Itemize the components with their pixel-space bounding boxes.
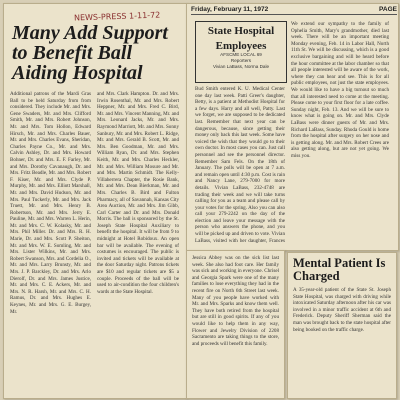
box-sub-reporters: Reporters (230, 58, 252, 63)
box-title-line-1: State Hospital (207, 25, 275, 37)
left-article-column-2: and Mrs. Clark Hampton. Dr. and Mrs. Irwin Rosenthal, Mr. and Mrs. Robert Heppner, Mr. and Mrs. Fred C. Bird, Mr. and Mrs. Vincent Manning, Mr. and Mrs. Leonard Jacks, Mr. and Mrs. Raymond Marriott, Mr. and Mrs. Sonny Sanbury, Mr. and Mrs. Robert L. Ridge, Mr. and Mrs. Gerald B. Scott, Mr. and Mrs. Ben Goodman, Mr. and Mrs. William Ryan, Dr. and Mrs. Stephen Keith, Mr. and Mrs. Charles Heckler, Mr. and Mrs. William Mosure and Mr. and Mrs. Martin Schmidt. The Kelly-Villaherrera Chapter, the Rosie Bank, Mr. and Mrs. Dean Bierkman, Mr. and Mrs. Charles B. Bird and Fulton Pharmacy, all of Savannah, Kansas City Area Auction, Mr. and Mrs. Jim Gibb, Carl Carter and Dr. and Mrs. Donald Morris. The ball is sponsored by the St. Joseph State Hospital Auxiliary to benefit the hospital. It will be from 9 to midnight at Hotel Robidoux. An open bar will be available. The evening of costumes is encouraged. The public is invited and tickets will be available at the door Saturday night. Patrons tickets are $10 and regular tickets are $5 a couple. Proceeds of the ball will be used to air-condition the four children's wards at the State Hospital. (97, 91, 179, 295)
right-article-column-2-lower: Jessica Abbey was on the sick list last week. She also had foot care. Her family was sick and working in everyone. Chrisel and Georgia Spark were one of the many families to lose everything they had in the recent fire on North 6th Street last week. Many of you people have worked with Mr. and Mrs. Sparks and know them well. They have both retired from the hospital but are still in good spirits. If any of you would like to help them in any way, Flower and Jewelry Division of 2208 Sacramento are taking things to the store, and proceeds will benefit this family. (192, 255, 279, 347)
headline-benefit-ball: Many Add Support to Benefit Ball Aiding Hospital (12, 22, 168, 84)
left-clipping (3, 3, 187, 399)
box-sub-names: Vivian LaBass, Norma Dale (212, 64, 270, 69)
right-clipping-lower (186, 250, 285, 399)
employees-column-header (195, 21, 287, 83)
right-article-column-3: We extend our sympathy to the family of Ophelia Smith, Mary's grandmother, died last week. There will be an important meeting Monday evening, Feb. 14 in Labor Hall, North 11th St. We will be discussing, which is a good exclusive bargaining and will be heard before the hour committee at the labor chamber so that all people interested will be aware of the work, where they can hear and see. This is for all public employees, not just the state employees. We would like to have a big turnout so much that all interested need to come at the meeting. Please come to your first floor for a late coffee. Sunday night, Feb. 13. And we will be sure to know what is going on. Mr. and Mrs. Clyde LaBass were dinner guests of Mr. and Mrs. Richard LaBass, Sunday. Rhoda Gould is home from the hospital after surgery on her nose and is getting along. Mr. and Mrs. Robert Crees are also getting along, but are not yet going. We miss you. (291, 21, 389, 159)
dateline-date: Friday, February 11, 1972 (191, 6, 269, 13)
left-article-column-1: Additional patrons of the Mardi Gras Ball to be held Saturday from from considered. They include Mr. and Mrs. Gene Swaders, Mr. and Mrs. Clifford Smith, Mr. and Mrs. Robert Johnson, Mr. and Mrs. Tom Hollon, Edward Hirsch, Mr. and Mrs. Charles Bauer, Mr. and Mrs. Charles Evans, Sheridan, Charles Payne Co., Mr. and Mrs. Calvin Ashley, Dr. and Mrs. Howard Bohner, Dr. and Mrs. E. F. Farley, Mr. and Mrs. Dorothy Cavanaugh, Dr. and Mrs. Fritz Beadle, Mr. and Mrs. Robert F. Kiser, Mr. and Mrs. Clyde P. Murphy, Mr. and Mrs. Elliott Marshall, Mr. and Mrs. David Hudson, Mr. and Mrs. Paul Tuckerly, Mr. and Mrs. Jack Truett, Mr. and Mrs. Henry B. Robertson, Mr. and Mrs. Jerry E. Pauline, Mr. and Mrs. Warren L. Herin, Mr. and Mrs. C. W. Kolasky, Mr. and Mrs. Phil Miller. Dr. and Mrs. R. H. Marie, Dr. and Mrs. Scott P. Sheiton, Mr. and Mrs. W. E. Somling, Mr. and Mrs. Lister Wilkins, Mr. and Mrs. Robert Swanson, Mrs. and Cordelia O., Mr. and Mrs. Larry Brunsty, Mr. and Mrs. J. P. Barckley, Dr. and Mrs. Arlo Dierolf, Dr. and Mrs. James Justice, Mr. and Mrs. C. E. Ackers, Mr. and Mrs. N. R. Harsh, Mr. and Mrs. C. H. Ramus, Dr. and Mrs. Hughes E. Keynes, Mr. and Mrs. G. E. Burgey, Mr. (10, 91, 91, 315)
dateline-page: PAGE (379, 6, 397, 13)
right-article-column-1: Bud Smith entered K. U. Medical Center one day last week. Patti Greer's daughter, Betty, is a patient at Methodist Hospital for a few days. Harry and all well, Patty. Last we forget, we are supposed to be dedicated last. Remember that next year can be dangerous, because, since getting their money only back this last week. Some have voiced the wish that they would go to their own doctor. In most cases you can. Just call personnel and see the personnel director. Remember Sam Fels. On the 18th of January. The polls will be open at 7 a.m. and remain open until 4:30 p.m. Cost is rain and Nancy Lane, 279-7000 for more details. Vivian LaBass, 232-4748 are trading their week and we will take turns calling for you as a team and please call by your votes for the spring. Also you can also call your 279-2242 on the day of the election and leave your message with the person who answers the phone, and you will be picked up and driven to vote. Vivian LaBass, visited with her daughter, Frances (195, 86, 285, 244)
handwritten-note: NEWS-PRESS 1-11-72 (73, 10, 161, 23)
box-sub-local: AFSCME LOCAL 69 (220, 52, 262, 57)
mental-patient-body: A 35-year-old patient of the State St. Joseph State Hospital, was charged with driving while intoxicated Saturday afternoon after his car was involved in a minor traffic accident at 6th and Frederick. Deputy Sheriff Sherman said the man was brought back to the state hospital after being booked on the traffic charge. (293, 287, 391, 333)
headline-mental-patient: Mental Patient Is Charged (293, 256, 386, 283)
small-clipping (287, 252, 397, 399)
box-title-line-2: Employees (215, 40, 267, 52)
right-clipping (186, 3, 399, 251)
dateline (191, 6, 397, 15)
